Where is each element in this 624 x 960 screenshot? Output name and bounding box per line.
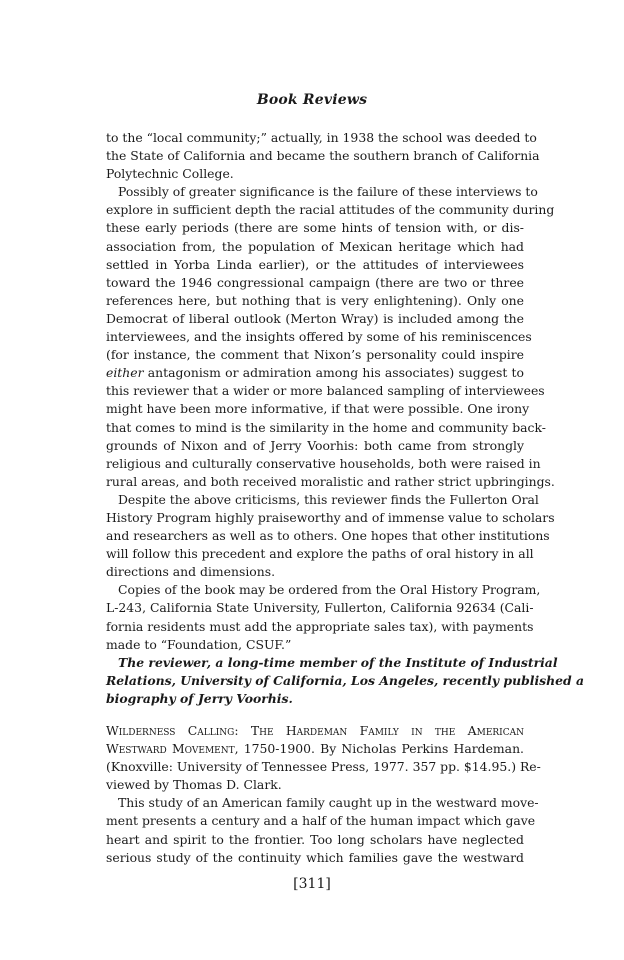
text-run: Westward Movement, [106,741,239,757]
text-line: ment presents a century and a half of the human impact which gave [106,813,536,829]
text-line: and researchers as well as to others. One hopes that other institutions [106,528,550,544]
text-line: Possibly of greater significance is the failure of these interviews to [118,184,538,200]
text-line: Relations, University of California, Los Angeles, recently published a [106,672,585,688]
text-line: might have been more informative, if that were possible. One irony [106,401,530,417]
text-line: explore in sufficient depth the racial attitudes of the community during [106,202,555,218]
text-line: Polytechnic College. [106,166,234,182]
text-line: this reviewer that a wider or more balanced sampling of interviewees [106,383,545,399]
text-line: (Knoxville: University of Tennessee Press, 1977. 357 pp. $14.95.) Re- [106,759,541,775]
text-line: settled in Yorba Linda earlier), or the attitudes of interviewees [106,256,524,272]
text-line: fornia residents must add the appropriate sales tax), with payments [106,618,534,634]
text-line: the State of California and became the southern branch of California [106,148,540,164]
text-line: made to “Foundation, CSUF.” [106,636,292,652]
text-line [106,722,524,740]
text-line: grounds of Nixon and of Jerry Voorhis: both came from strongly [106,437,524,453]
text-line: This study of an American family caught up in the westward move- [118,795,539,811]
text-line: association from, the population of Mexican heritage which had [106,238,524,254]
text-run: 1750-1900. By Nicholas Perkins Hardeman. [238,741,524,757]
text-line: religious and culturally conservative households, both were raised in [106,455,541,471]
text-run: either [106,365,144,381]
text-line: viewed by Thomas D. Clark. [106,777,282,793]
text-line: L-243, California State University, Fullerton, California 92634 (Cali- [106,600,534,616]
text-line: interviewees, and the insights offered by some of his reminiscences [106,329,532,345]
text-line [106,364,524,382]
text-line: The reviewer, a long-time member of the Institute of Industrial [118,654,558,670]
text-line: toward the 1946 congressional campaign (there are two or three [106,274,524,290]
text-line: serious study of the continuity which families gave the westward [106,849,524,865]
running-head: Book Reviews [256,92,368,108]
text-line [106,740,524,758]
text-line: will follow this precedent and explore the paths of oral history in all [106,546,534,562]
text-line: to the “local community;” actually, in 1938 the school was deeded to [106,130,537,145]
text-line: directions and dimensions. [106,564,276,580]
section-gap [106,708,524,722]
page-number: [311] [293,876,331,892]
text-line: Copies of the book may be ordered from the Oral History Program, [118,582,541,598]
text-line: (for instance, the comment that Nixon’s personality could inspire [106,347,524,363]
text-line: Despite the above criticisms, this reviewer finds the Fullerton Oral [118,491,539,507]
text-line: that comes to mind is the similarity in the home and community back- [106,419,546,435]
text-line: heart and spirit to the frontier. Too long scholars have neglected [106,831,524,847]
text-run: antagonism or admiration among his associates) suggest to [143,365,524,381]
text-run: Wilderness Calling: The Hardeman Family in the American [106,723,524,738]
text-line: biography of Jerry Voorhis. [106,690,293,706]
text-line: Democrat of liberal outlook (Merton Wray) is included among the [106,310,524,326]
review-body [106,129,585,867]
text-line: references here, but nothing that is very enlightening). Only one [106,292,524,308]
text-line: these early periods (there are some hints of tension with, or dis- [106,220,524,236]
text-line: rural areas, and both received moralistic and rather strict upbringings. [106,473,555,489]
text-line: History Program highly praiseworthy and of immense value to scholars [106,509,555,525]
